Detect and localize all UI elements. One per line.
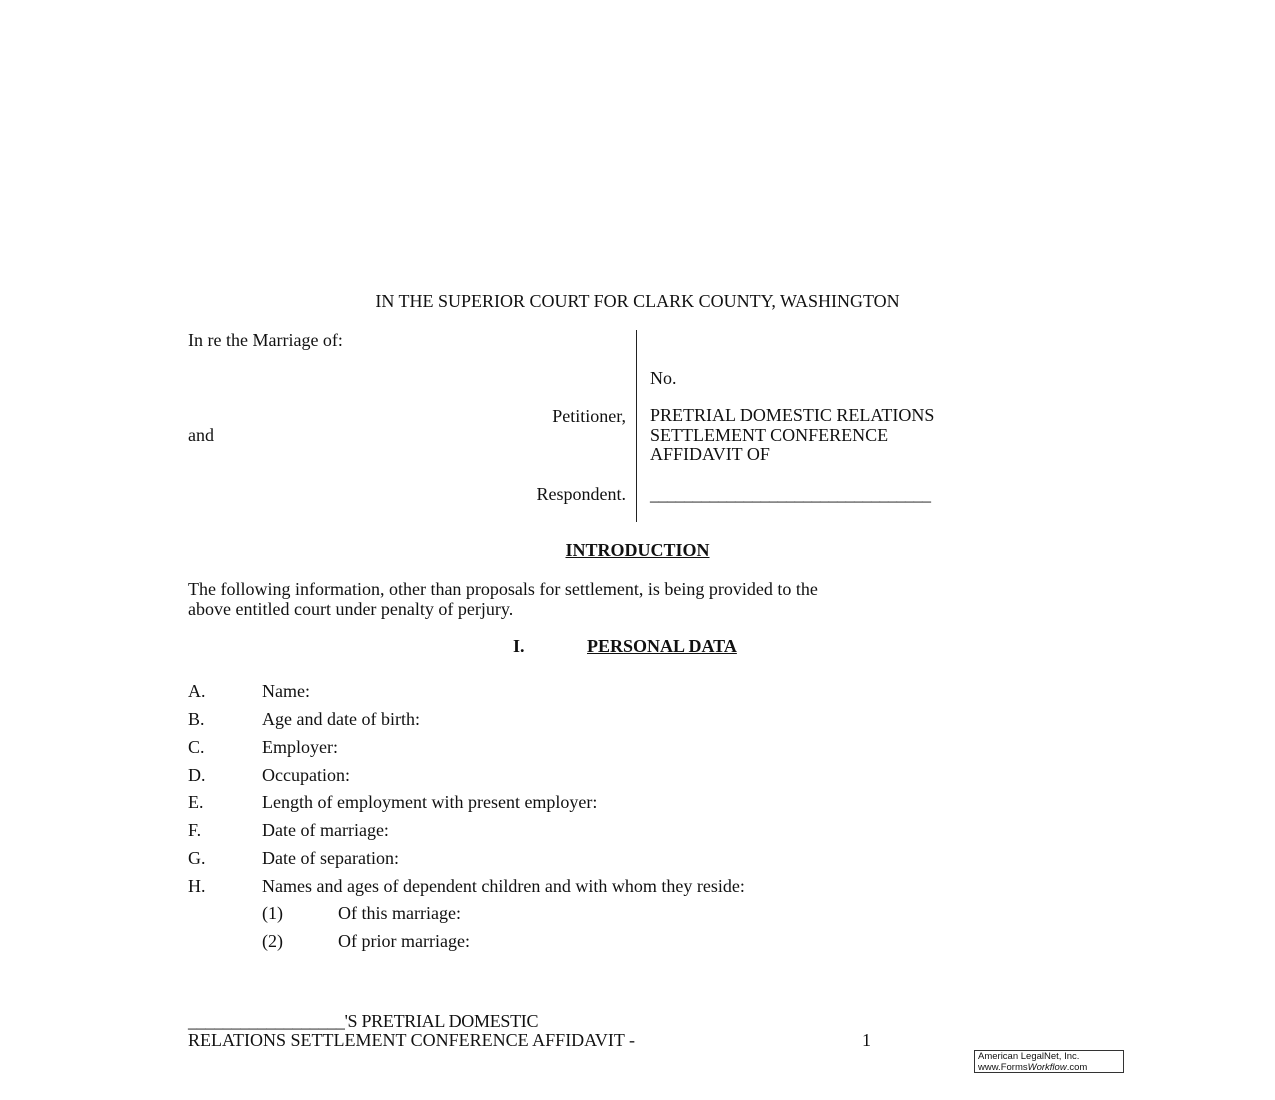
case-number-label: No. [650,368,677,388]
item-letter: F. [188,820,202,840]
court-title: IN THE SUPERIOR COURT FOR CLARK COUNTY, WASHINGTON [375,291,900,311]
item-text: Age and date of birth: [262,709,420,729]
item-letter: B. [188,709,205,729]
introduction-text [188,580,818,619]
item-text: Name: [262,681,310,701]
item-text: Names and ages of dependent children and with whom they reside: [262,876,745,896]
footer-title-line1: __________________'S PRETRIAL DOMESTIC [188,1011,539,1031]
respondent-label: Respondent. [536,484,626,504]
page-number: 1 [862,1030,871,1050]
item-text: Date of separation: [262,848,399,868]
subitem-text: Of prior marriage: [338,931,470,951]
introduction-line: above entitled court under penalty of perjury. [188,598,514,619]
item-text: Date of marriage: [262,820,389,840]
section-number: I. [513,636,525,656]
item-letter: G. [188,848,206,868]
stamp-line1: American LegalNet, Inc. [978,1051,1080,1062]
item-letter: H. [188,876,206,896]
document-title [650,406,934,465]
stamp-prefix: www.Forms [978,1061,1028,1073]
publisher-stamp [974,1050,1124,1073]
petitioner-label: Petitioner, [552,406,626,426]
affiant-name-blank: _________________________________ [650,484,931,504]
document-title-line: PRETRIAL DOMESTIC RELATIONS [650,405,935,425]
introduction-heading: INTRODUCTION [565,540,710,560]
caption-divider [636,330,637,522]
item-text: Length of employment with present employer: [262,792,598,812]
section-title: PERSONAL DATA [587,636,737,656]
stamp-italic: Workflow [1027,1061,1067,1073]
footer-title-line2: RELATIONS SETTLEMENT CONFERENCE AFFIDAVIT - [188,1030,636,1050]
item-text: Occupation: [262,765,350,785]
and-label: and [188,425,214,445]
stamp-suffix: .com [1066,1061,1088,1073]
item-letter: D. [188,765,206,785]
item-letter: E. [188,792,204,812]
stamp-line2 [978,1063,1120,1074]
item-letter: A. [188,681,206,701]
document-title-line: SETTLEMENT CONFERENCE [650,424,889,445]
in-re-label: In re the Marriage of: [188,330,343,350]
document-title-line: AFFIDAVIT OF [650,444,770,464]
subitem-number: (2) [262,931,283,951]
introduction-line: The following information, other than proposals for settlement, is being provided to the [188,579,818,599]
subitem-number: (1) [262,903,283,923]
subitem-text: Of this marriage: [338,903,461,923]
item-letter: C. [188,737,205,757]
item-text: Employer: [262,737,338,757]
